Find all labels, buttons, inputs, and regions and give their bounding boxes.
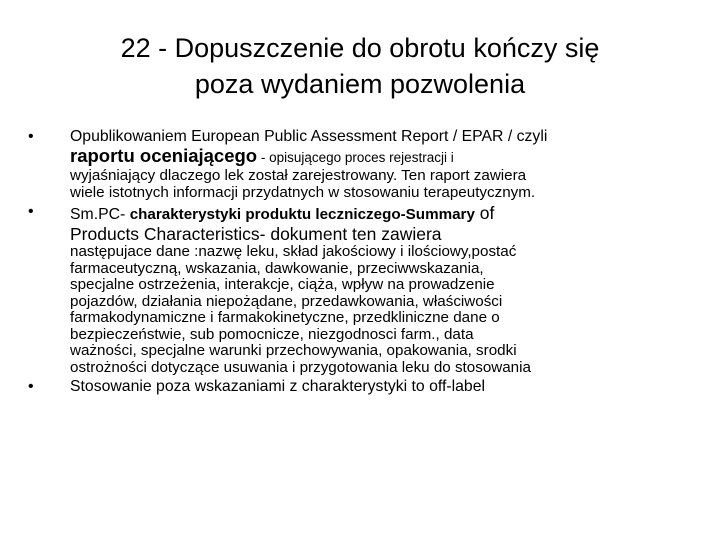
bullet-epar-line-2 [70, 146, 696, 168]
bullet-smpc-line-1 [70, 203, 696, 224]
bullet-epar-line-3: wyjaśniający dlaczego lek został zarejestrowany. Ten raport zawiera [70, 167, 527, 184]
bullet-smpc-line-8: bezpieczeństwie, sub pomocnicze, niezgodnosci farm., data [70, 325, 474, 343]
bullet-dot-icon: • [28, 203, 34, 220]
bullet-smpc-prefix: Sm.PC- [70, 206, 130, 223]
bullet-smpc-line-2: Products Characteristics- dokument ten zawiera [70, 224, 442, 244]
bullet-smpc-line-6: pojazdów, działania niepożądane, przedawkowania, właściwości [70, 292, 503, 310]
bullet-smpc-emphasis: charakterystyki produktu leczniczego-Summary [129, 206, 475, 223]
bullet-epar-line-2-rest: - opisującego proces rejestracji i [257, 150, 454, 165]
bullet-list [24, 128, 696, 398]
bullet-smpc [24, 203, 696, 376]
slide-title-line-2: poza wydaniem pozwolenia [194, 69, 526, 99]
bullet-epar-emphasis: raportu oceniającego [70, 145, 258, 166]
bullet-epar-line-1: Opublikowaniem European Public Assessment Report / EPAR / czyli [70, 128, 548, 145]
bullet-dot-icon: • [28, 128, 34, 145]
bullet-smpc-line-10: ostrożności dotyczące usuwania i przygotowania leku do stosowania [70, 358, 531, 376]
bullet-smpc-line-1-end: of [474, 203, 495, 223]
bullet-smpc-line-5: specjalne ostrzeżenia, interakcje, ciąża, wpływ na prowadzenie [70, 276, 495, 293]
slide-title [40, 30, 680, 102]
bullet-epar-line-4: wiele istotnych informacji przydatnych w stosowaniu terapeutycznym. [70, 183, 536, 201]
bullet-dot-icon: • [28, 378, 34, 395]
bullet-smpc-line-7: farmakodynamiczne i farmakokinetyczne, przedkliniczne dane o [70, 309, 500, 326]
slide-title-line-1: 22 - Dopuszczenie do obrotu kończy się [120, 33, 600, 63]
bullet-smpc-line-4: farmaceutyczną, wskazania, dawkowanie, przeciwwskazania, [70, 259, 484, 277]
bullet-off-label-line-1: Stosowanie poza wskazaniami z charakterystyki to off-label [70, 378, 486, 395]
bullet-epar [24, 128, 696, 201]
bullet-off-label [24, 378, 696, 396]
bullet-smpc-line-9: ważności, specjalne warunki przechowywania, opakowania, srodki [70, 342, 517, 359]
bullet-smpc-line-3: następujace dane :nazwę leku, skład jakościowy i ilościowy,postać [70, 243, 517, 260]
